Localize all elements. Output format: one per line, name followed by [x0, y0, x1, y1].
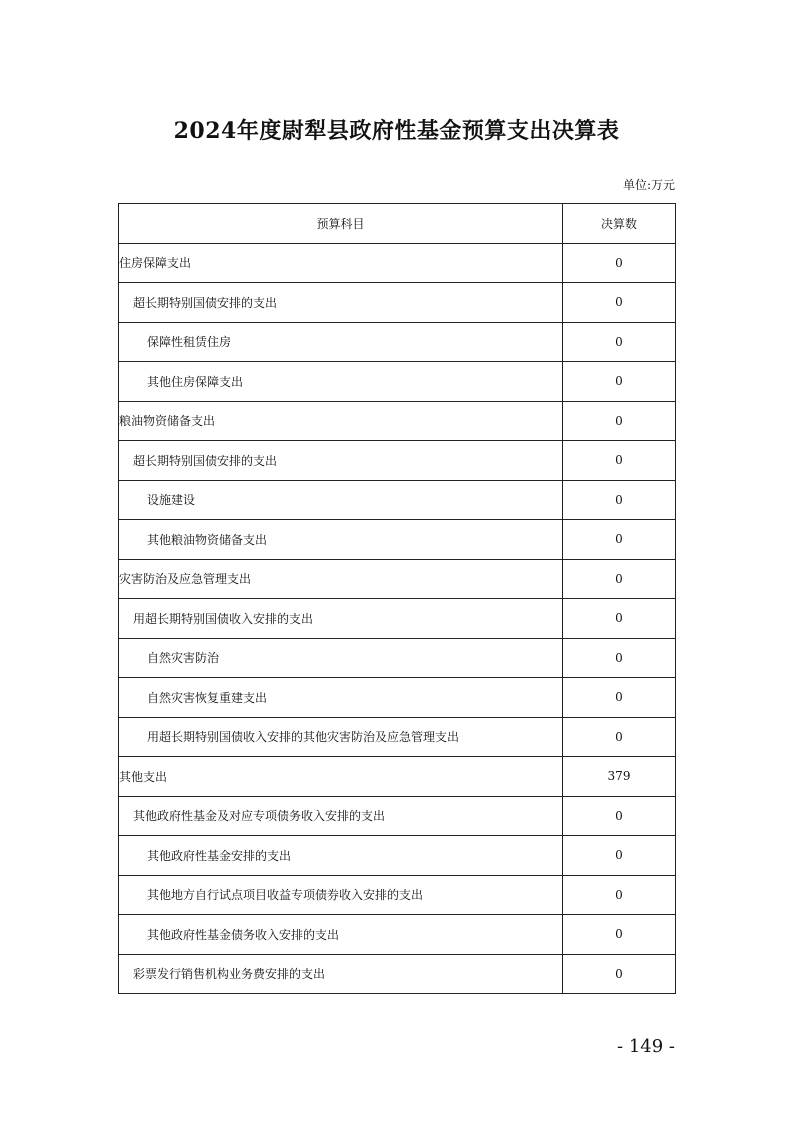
table-row: [119, 638, 676, 678]
budget-item-name: 灾害防治及应急管理支出: [119, 559, 563, 599]
final-amount-value: 0: [563, 243, 676, 283]
table-row: [119, 915, 676, 955]
final-amount-value: 0: [563, 322, 676, 362]
final-amount-value: 0: [563, 915, 676, 955]
final-amount-value: 0: [563, 678, 676, 718]
final-amount-value: 0: [563, 362, 676, 402]
final-amount-value: 0: [563, 283, 676, 323]
final-amount-value: 0: [563, 599, 676, 639]
budget-item-name: 其他政府性基金及对应专项债务收入安排的支出: [119, 796, 563, 836]
budget-item-name: 设施建设: [119, 480, 563, 520]
table-row: [119, 559, 676, 599]
table-row: [119, 520, 676, 560]
budget-item-name: 超长期特别国债安排的支出: [119, 441, 563, 481]
table-row: [119, 717, 676, 757]
final-amount-value: 0: [563, 796, 676, 836]
budget-item-name: 其他粮油物资储备支出: [119, 520, 563, 560]
table-row: [119, 362, 676, 402]
unit-label: 单位:万元: [622, 178, 675, 192]
budget-item-name: 住房保障支出: [119, 243, 563, 283]
table-row: [119, 796, 676, 836]
table-row: [119, 322, 676, 362]
table-row: [119, 283, 676, 323]
table-row: [119, 954, 676, 994]
table-row: [119, 441, 676, 481]
final-amount-value: 0: [563, 954, 676, 994]
table-row: [119, 836, 676, 876]
table-header-row: [119, 204, 676, 244]
final-amount-value: 0: [563, 559, 676, 599]
budget-item-name: 其他地方自行试点项目收益专项债券收入安排的支出: [119, 875, 563, 915]
budget-item-name: 用超长期特别国债收入安排的支出: [119, 599, 563, 639]
table-row: [119, 875, 676, 915]
column-header-final-amount: 决算数: [563, 204, 676, 244]
final-amount-value: 0: [563, 638, 676, 678]
final-amount-value: 0: [563, 480, 676, 520]
budget-item-name: 彩票发行销售机构业务费安排的支出: [119, 954, 563, 994]
table-row: [119, 599, 676, 639]
table-body: [119, 243, 676, 994]
column-header-budget-item: 预算科目: [119, 204, 563, 244]
final-amount-value: 0: [563, 875, 676, 915]
budget-item-name: 自然灾害恢复重建支出: [119, 678, 563, 718]
budget-item-name: 其他支出: [119, 757, 563, 797]
final-amount-value: 0: [563, 836, 676, 876]
table-row: [119, 678, 676, 718]
page-title: 2024年度尉犁县政府性基金预算支出决算表: [173, 118, 620, 144]
table-row: [119, 401, 676, 441]
page-number: - 149 -: [617, 1036, 675, 1057]
budget-item-name: 其他政府性基金安排的支出: [119, 836, 563, 876]
budget-item-name: 保障性租赁住房: [119, 322, 563, 362]
budget-item-name: 粮油物资储备支出: [119, 401, 563, 441]
budget-item-name: 超长期特别国债安排的支出: [119, 283, 563, 323]
budget-item-name: 自然灾害防治: [119, 638, 563, 678]
final-amount-value: 0: [563, 717, 676, 757]
final-amount-value: 0: [563, 441, 676, 481]
budget-table: [118, 203, 676, 994]
final-amount-value: 379: [563, 757, 676, 797]
final-amount-value: 0: [563, 401, 676, 441]
table-row: [119, 480, 676, 520]
final-amount-value: 0: [563, 520, 676, 560]
budget-item-name: 用超长期特别国债收入安排的其他灾害防治及应急管理支出: [119, 717, 563, 757]
budget-item-name: 其他住房保障支出: [119, 362, 563, 402]
table-row: [119, 757, 676, 797]
budget-item-name: 其他政府性基金债务收入安排的支出: [119, 915, 563, 955]
table-row: [119, 243, 676, 283]
